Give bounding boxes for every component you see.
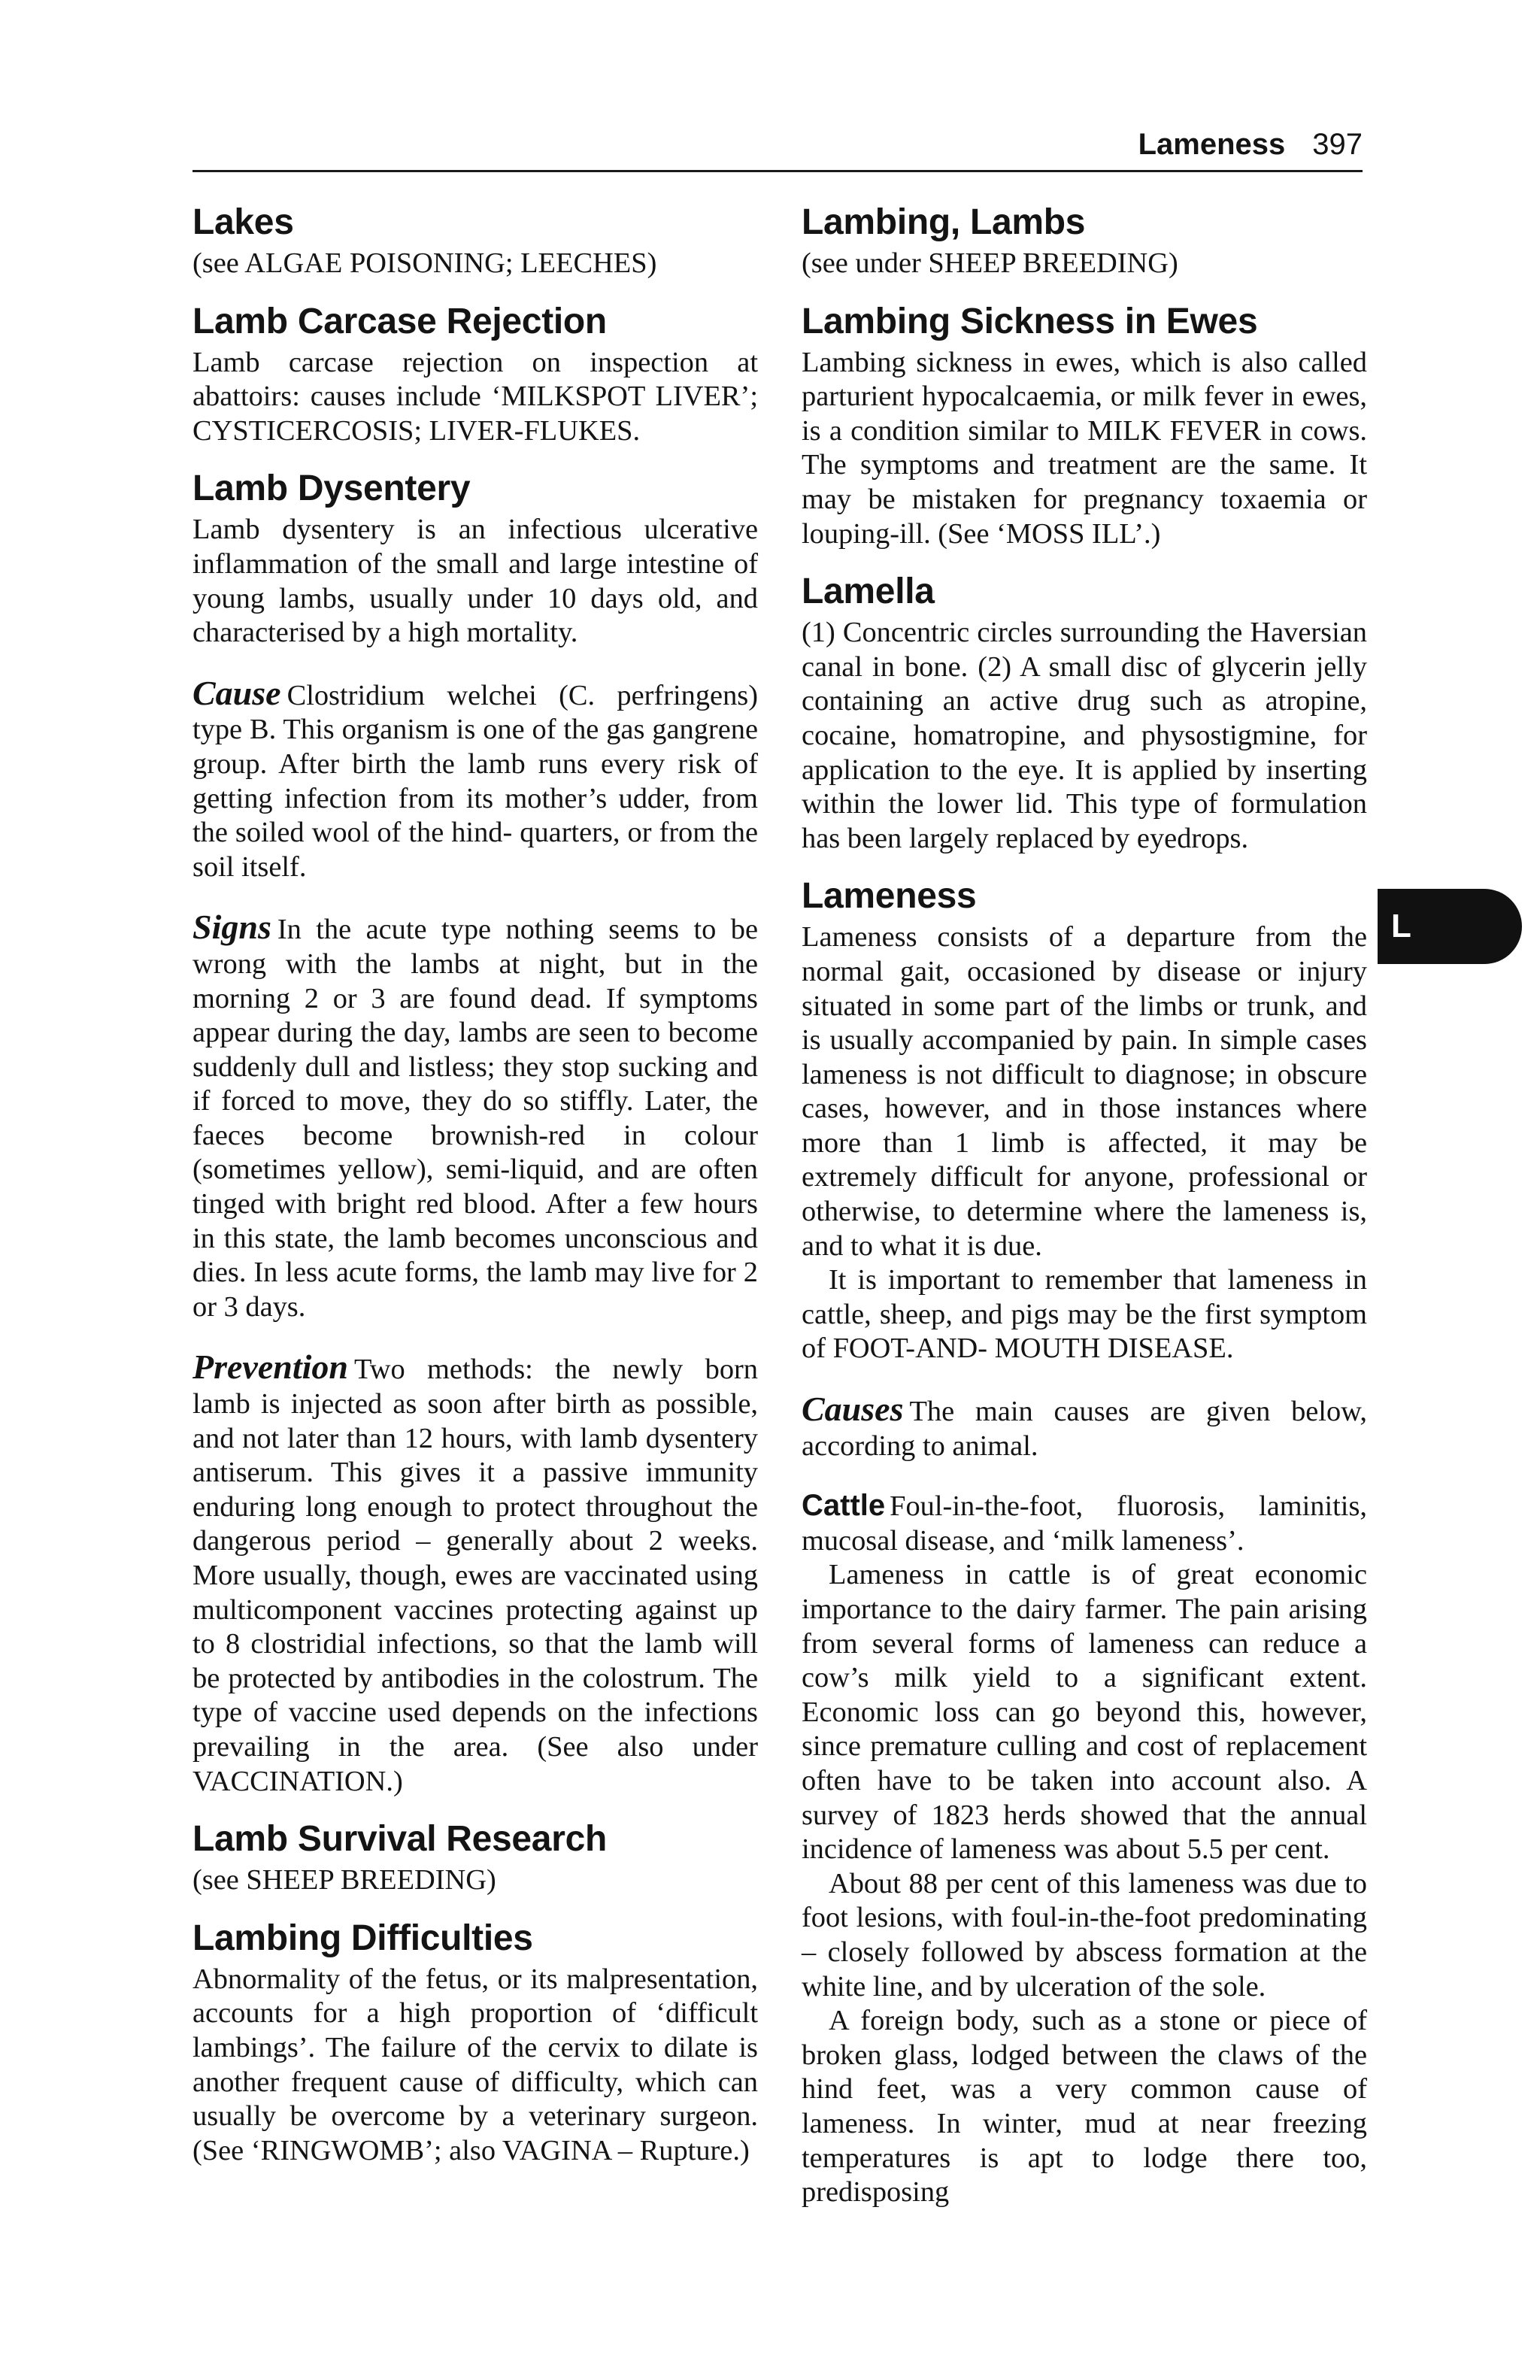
entry-lambing-sickness (802, 301, 1367, 552)
entry-title: Lambing Difficulties (192, 1918, 533, 1958)
cross-reference: (see under SHEEP BREEDING) (802, 247, 1178, 279)
entry-title: Lamb Survival Research (192, 1819, 608, 1860)
cause-heading: Cause (192, 673, 281, 712)
right-column (802, 202, 1367, 2230)
prevention-heading: Prevention (192, 1348, 348, 1387)
entry-body: Lameness in cattle is of great economic importance to the dairy farmer. The pain arising from several forms of lameness can reduce a cow’s milk yield to a significant extent. Economic loss can go beyond this, however, since premature culling and cost of replacement often have to be taken into account also. A survey of 1823 herds showed that the annual incidence of lameness was about 5.5 per cent. (802, 1559, 1367, 1866)
prevention-paragraph (192, 1350, 758, 1799)
causes-text: The main causes are given below, according to animal. (802, 1396, 1367, 1462)
entry-body: A foreign body, such as a stone or piece of broken glass, lodged between the claws of the hind feet, was a very common cause of lameness. In winter, mud at near freezing temperatures is apt to lodge there too, predisposing (802, 2005, 1367, 2209)
thumb-tab: L (1378, 889, 1522, 964)
entry-body: Abnormality of the fetus, or its malpresentation, accounts for a high proportion of ‘difficult lambings’. The failure of the cervix to dilate is another frequent cause of difficulty, which can usually be overcome by a veterinary surgeon. (See ‘RINGWOMB’; also VAGINA – Rupture.) (192, 1963, 758, 2166)
cattle-paragraph (802, 1489, 1367, 1558)
causes-heading: Causes (802, 1390, 904, 1429)
entry-lameness (802, 875, 1367, 2209)
entry-title: Lamella (802, 572, 935, 612)
causes-paragraph (802, 1392, 1367, 1463)
entry-title: Lambing Sickness in Ewes (802, 301, 1258, 341)
prevention-text: Two methods: the newly born lamb is injected as soon after birth as possible, and not later than 12 hours, with lamb dysentery antiserum. This gives it a passive immunity enduring long enough to protect throughout the dangerous period – generally about 2 weeks. More usually, though, ewes are vaccinated using multicomponent vaccines protecting against up to 8 clostridial infections, so that the lamb will be protected by antibodies in the colostrum. The type of vaccine used depends on the infections prevailing in the area. (See also under VACCINATION.) (192, 1354, 758, 1797)
entry-lamb-survival-research (192, 1818, 758, 1898)
running-head-title: Lameness (1138, 128, 1286, 161)
entry-lambing-difficulties (192, 1918, 758, 2169)
entry-lamb-carcase-rejection (192, 301, 758, 449)
entry-lambing-lambs (802, 202, 1367, 281)
entry-lamella (802, 571, 1367, 856)
entry-lamb-dysentery (192, 468, 758, 1799)
cattle-text: Foul-in-the-foot, fluorosis, laminitis, mucosal disease, and ‘milk lameness’. (802, 1490, 1367, 1557)
entry-title: Lamb Carcase Rejection (192, 301, 607, 341)
left-column (192, 202, 758, 2187)
cross-reference: (see SHEEP BREEDING) (192, 1864, 496, 1896)
entry-body: Lamb carcase rejection on inspection at abattoirs: causes include ‘MILKSPOT LIVER’; CYSTICERCOSIS; LIVER-FLUKES. (192, 346, 758, 447)
signs-text: In the acute type nothing seems to be wrong with the lambs at night, but in the morning 2 or 3 are found dead. If symptoms appear during the day, lambs are seen to become suddenly dull and listless; they stop sucking and if forced to move, they do so stiffly. Later, the faeces become brownish-red in colour (sometimes yellow), semi-liquid, and are often tinged with bright red blood. After a few hours in this state, the lamb becomes unconscious and dies. In less acute forms, the lamb may live for 2 or 3 days. (192, 914, 758, 1323)
entry-title: Lamb Dysentery (192, 468, 471, 509)
cattle-heading: Cattle (802, 1489, 886, 1523)
entry-body: Lamb dysentery is an infectious ulcerative inflammation of the small and large intestine of young lambs, usually under 10 days old, and characterised by a high mortality. (192, 514, 758, 649)
entry-body: (1) Concentric circles surrounding the Haversian canal in bone. (2) A small disc of glycerin jelly containing an active drug such as atropine, cocaine, homatropine, and physostigmine, for application to the eye. It is applied by inserting within the lower lid. This type of formulation has been largely replaced by eyedrops. (802, 617, 1367, 854)
entry-body: About 88 per cent of this lameness was due to foot lesions, with foul-in-the-foot predominating – closely followed by abscess formation at the white line, and by ulceration of the sole. (802, 1867, 1367, 2003)
cross-reference: (see ALGAE POISONING; LEECHES) (192, 247, 657, 279)
header-rule (192, 170, 1363, 172)
cause-paragraph (192, 673, 758, 885)
signs-paragraph (192, 910, 758, 1324)
entry-body: It is important to remember that lameness in cattle, sheep, and pigs may be the first symptom of FOOT-AND- MOUTH DISEASE. (802, 1264, 1367, 1365)
entry-body: Lambing sickness in ewes, which is also called parturient hypocalcaemia, or milk fever in ewes, is a condition similar to MILK FEVER in cows. The symptoms and treatment are the same. It may be mistaken for pregnancy toxaemia or louping-ill. (See ‘MOSS ILL’.) (802, 346, 1367, 550)
page-number: 397 (1312, 128, 1363, 161)
entry-title: Lambing, Lambs (802, 202, 1086, 242)
entry-title: Lakes (192, 202, 294, 242)
entry-body: Lameness consists of a departure from the normal gait, occasioned by disease or injury situated in some part of the limbs or trunk, and is usually accompanied by pain. In simple cases lameness is not difficult to diagnose; in obscure cases, however, and in those instances where more than 1 limb is affected, it may be extremely difficult for anyone, professional or otherwise, to determine where the lameness is, and to what it is due. (802, 921, 1367, 1262)
entry-lakes (192, 202, 758, 281)
signs-heading: Signs (192, 908, 271, 947)
entry-title: Lameness (802, 876, 977, 917)
cause-text: Clostridium welchei (C. perfringens) type B. This organism is one of the gas gangrene group. After birth the lamb runs every risk of getting infection from its mother’s udder, from the soiled wool of the hind- quarters, or from the soil itself. (192, 679, 758, 883)
running-head (192, 126, 1363, 162)
